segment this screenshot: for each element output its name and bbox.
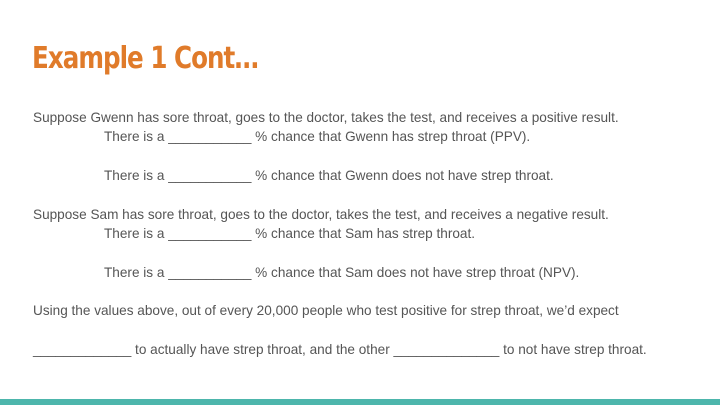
gwenn-no-strep-blank-text: There is a ___________ % chance that Gwenn does not have strep throat. (104, 168, 554, 183)
summary-blanks-text: _____________ to actually have strep throat, and the other ______________ to not have strep throat. (33, 342, 647, 357)
slide-title: Example 1 Cont… (32, 41, 258, 76)
summary-question-text: Using the values above, out of every 20,000 people who test positive for strep throat, we’d expect (33, 303, 619, 318)
sam-scenario-text: Suppose Sam has sore throat, goes to the doctor, takes the test, and receives a negative result. (33, 207, 609, 222)
gwenn-ppv-blank-text: There is a ___________ % chance that Gwenn has strep throat (PPV). (104, 129, 531, 144)
sam-npv-blank-text: There is a ___________ % chance that Sam does not have strep throat (NPV). (104, 265, 580, 280)
sam-strep-blank-text: There is a ___________ % chance that Sam has strep throat. (104, 226, 476, 241)
gwenn-scenario-text: Suppose Gwenn has sore throat, goes to the doctor, takes the test, and receives a positive result. (33, 110, 619, 125)
bottom-accent-bar (0, 399, 720, 405)
